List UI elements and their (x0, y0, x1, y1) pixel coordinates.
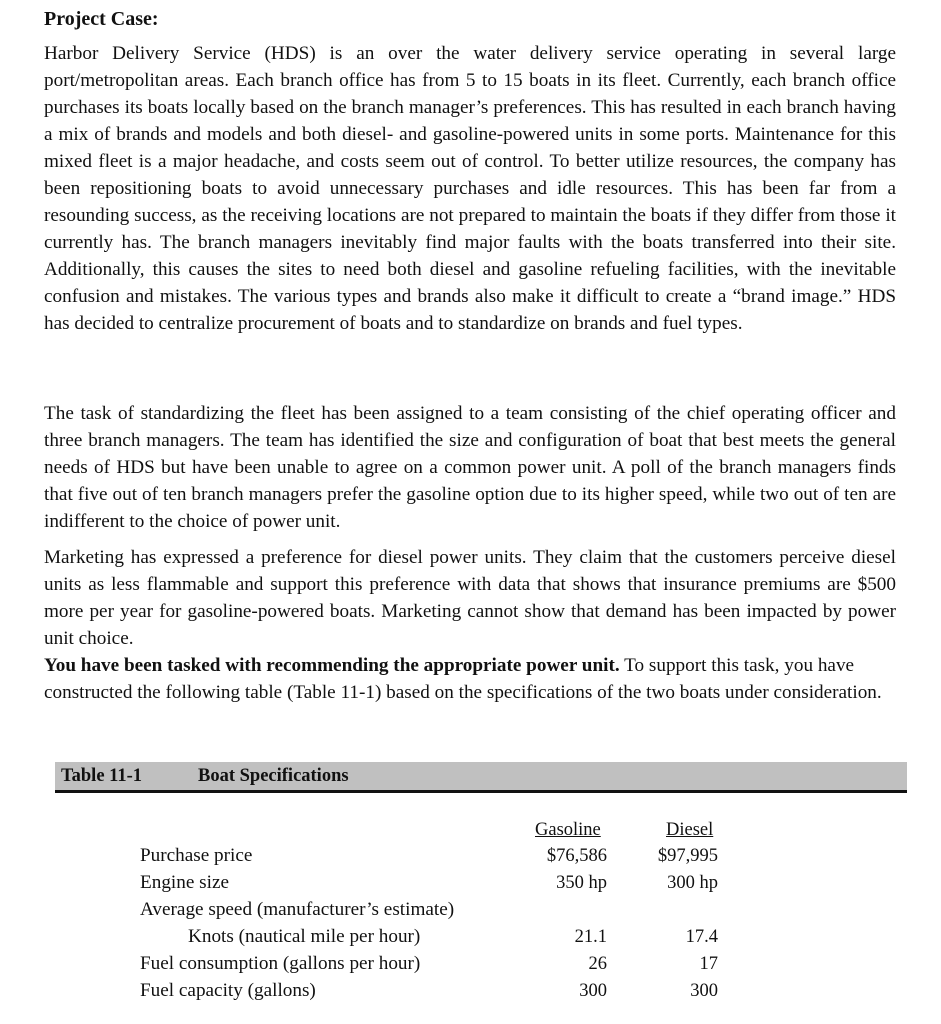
gasoline-purchase-price: $76,586 (546, 846, 607, 866)
gasoline-fuel-consumption: 26 (588, 954, 607, 974)
gasoline-knots: 21.1 (574, 927, 607, 947)
paragraph-marketing: Marketing has expressed a preference for diesel power units. They claim that the customers perceive diesel units as less flammable and support this preference with data that shows that insurance premiums are $500 more per year for gasoline-powered boats. Marketing cannot show that demand has been impacted by power unit choice. (44, 547, 896, 649)
diesel-fuel-capacity: 300 (690, 981, 718, 1001)
row-label-fuel-consumption: Fuel consumption (gallons per hour) (140, 953, 421, 974)
table-title: Boat Specifications (198, 766, 349, 786)
diesel-purchase-price: $97,995 (657, 846, 718, 866)
row-label-engine-size: Engine size (140, 872, 229, 893)
column-header-diesel: Diesel (666, 820, 714, 840)
table-number: Table 11-1 (61, 766, 143, 786)
row-label-purchase-price: Purchase price (140, 845, 253, 866)
row-label-fuel-capacity: Fuel capacity (gallons) (140, 980, 316, 1001)
paragraph-team: The task of standardizing the fleet has been assigned to a team consisting of the chief operating officer and three branch managers. The team has identified the size and configuration of boat that best meets the general needs of HDS but have been unable to agree on a common power unit. A poll of the branch managers finds that five out of ten branch managers prefer the gasoline option due to its higher speed, while two out of ten are indifferent to the choice of power unit. (44, 403, 896, 532)
diesel-engine-size: 300 hp (667, 873, 718, 893)
diesel-knots: 17.4 (685, 927, 718, 947)
gasoline-fuel-capacity: 300 (579, 981, 607, 1001)
row-label-average-speed: Average speed (manufacturer’s estimate) (140, 899, 455, 920)
paragraph-intro: Harbor Delivery Service (HDS) is an over the water delivery service operating in several large port/metropolitan areas. Each branch office has from 5 to 15 boats in its fleet. Currently, each branch office purchases its boats locally based on the branch manager’s preferences. This has resulted in each branch having a mix of brands and models and both diesel- and gasoline-powered units in some ports. Maintenance for this mixed fleet is a major headache, and costs seem out of control. To better utilize resources, the company has been repositioning boats to avoid unnecessary purchases and idle resources. This has been far from a resounding success, as the receiving locations are not prepared to maintain the boats if they differ from those it currently has. The branch managers inevitably find major faults with the boats transferred into their site. Additionally, this causes the sites to need both diesel and gasoline refueling facilities, with the inevitable confusion and mistakes. The various types and brands also make it difficult to create a “brand image.” HDS has decided to centralize procurement of boats and to standardize on brands and fuel types. (44, 43, 896, 334)
column-header-gasoline: Gasoline (535, 820, 601, 840)
task-detail: To support this task, you have constructed the following table (Table 11-1) based on the specifications of the two boats under consideration. (44, 655, 882, 703)
paragraph-task (44, 652, 896, 706)
row-label-knots: Knots (nautical mile per hour) (188, 926, 421, 947)
page-title: Project Case: (44, 8, 159, 30)
task-statement: You have been tasked with recommending the appropriate power unit. (44, 655, 620, 676)
table-caption-bar (55, 762, 907, 793)
diesel-fuel-consumption: 17 (699, 954, 718, 974)
gasoline-engine-size: 350 hp (556, 873, 607, 893)
